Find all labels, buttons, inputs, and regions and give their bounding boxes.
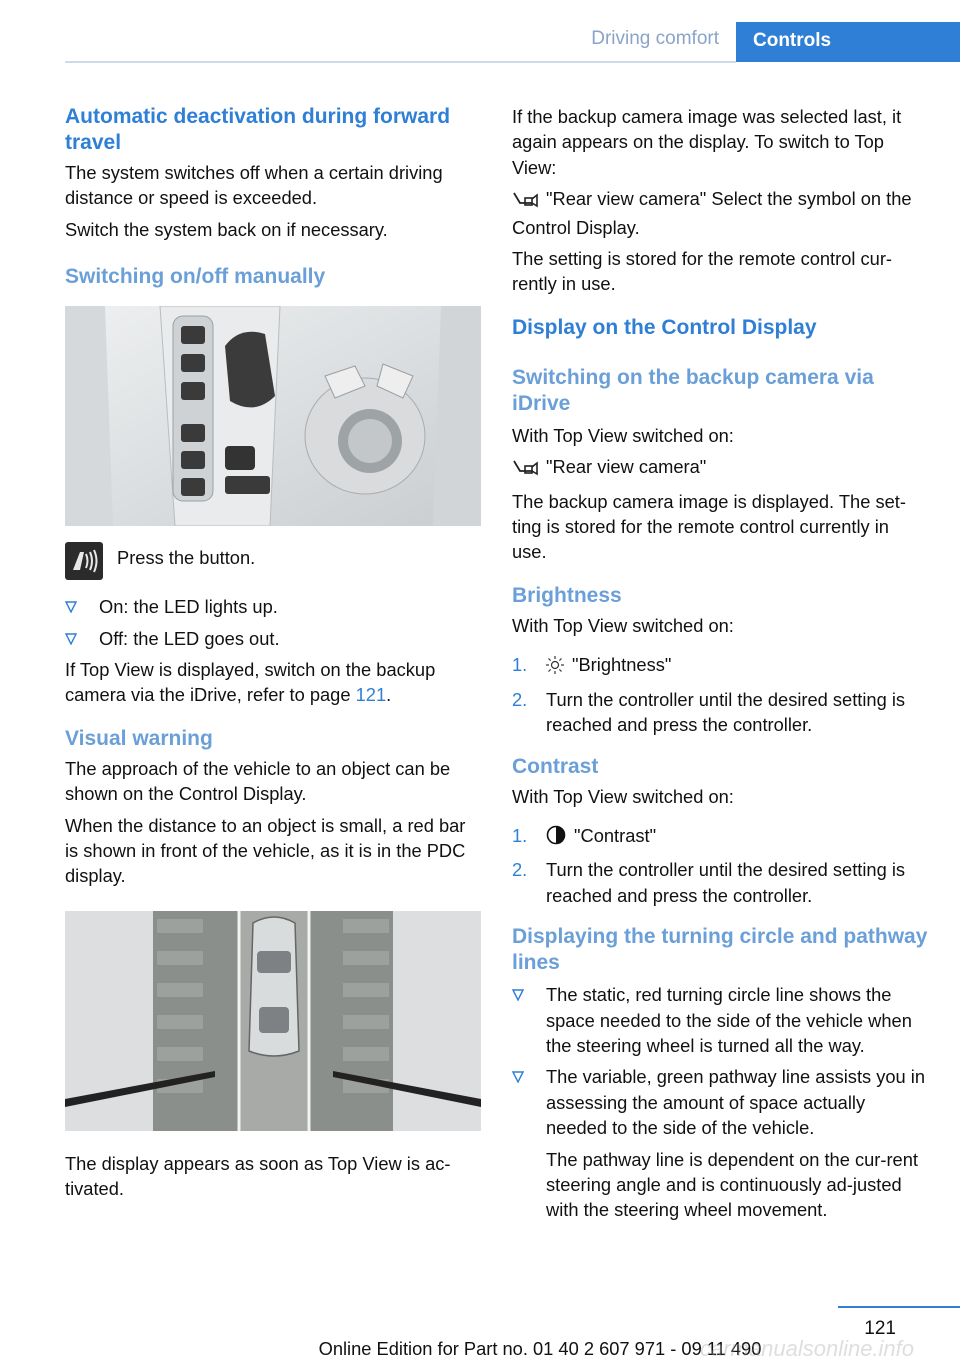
edition-line: Online Edition for Part no. 01 40 2 607 971 - 09 11 490	[318, 1338, 762, 1359]
list-item	[512, 982, 928, 1058]
list-item-text: On: the LED lights up.	[99, 596, 278, 618]
paragraph-text: If Top View is displayed, switch on the backup camera via the iDrive, refer to page	[65, 659, 436, 706]
rear-view-camera-icon	[512, 189, 538, 214]
triangle-bullet-icon	[65, 594, 99, 619]
list-item-text: The static, red turning circle line shows the space needed to the side of the vehicle when the steering wheel is turned all the way.	[546, 984, 912, 1056]
heading-turning-circle: Displaying the turning circle and pathway lines	[512, 925, 928, 975]
paragraph: The setting is stored for the remote control cur‐rently in use.	[512, 248, 893, 295]
list-item	[512, 652, 928, 680]
watermark: carmanualsonline.info	[700, 1336, 915, 1361]
step-number: 2.	[512, 688, 528, 710]
heading-contrast: Contrast	[512, 754, 599, 778]
led-bullet-list	[65, 594, 481, 651]
paragraph-topview	[65, 657, 481, 708]
paragraph: The approach of the vehicle to an object can be shown on the Control Display.	[65, 757, 451, 805]
contrast-steps	[512, 823, 928, 908]
turning-bullet-list	[512, 982, 928, 1140]
list-item	[512, 823, 928, 851]
paragraph-rearcam	[512, 454, 928, 482]
list-item	[512, 1064, 928, 1140]
paragraph-text: "Rear view camera" Select the symbol on the Control Display.	[512, 188, 912, 238]
list-item	[65, 626, 481, 651]
top-view-image	[65, 911, 481, 1131]
heading-switch-idrive: Switching on the backup camera via iDrive	[512, 365, 874, 415]
brightness-icon	[546, 655, 564, 680]
paragraph: The display appears as soon as Top View is ac‐tivated.	[65, 1152, 451, 1200]
footer-rule	[838, 1306, 960, 1308]
left-column	[65, 104, 481, 1208]
right-column	[512, 104, 928, 1229]
heading-switching-manually: Switching on/off manually	[65, 265, 326, 289]
paragraph: Switch the system back on if necessary.	[65, 218, 388, 240]
paragraph: If the backup camera image was selected last, it again appears on the display. To switch to Top View:	[512, 106, 902, 178]
rear-view-camera-icon	[512, 457, 538, 482]
paragraph-rearcam-select	[512, 186, 928, 240]
step-text: Turn the controller until the desired setting is reached and press the controller.	[546, 688, 906, 736]
paragraph-text: "Rear view camera"	[546, 456, 707, 478]
triangle-bullet-icon	[512, 982, 546, 1058]
contrast-icon	[546, 825, 566, 851]
header-chapter-tab[interactable]: Controls	[736, 22, 960, 62]
page-number: 121	[864, 1318, 896, 1339]
header-section-tab[interactable]: Driving comfort	[591, 28, 719, 49]
step-number: 1.	[512, 654, 528, 676]
list-item	[65, 594, 481, 619]
paragraph: With Top View switched on:	[512, 424, 734, 446]
heading-automatic-deactivation: Automatic deactivation during forward travel	[65, 105, 451, 154]
list-item	[512, 857, 928, 908]
page-link[interactable]: 121	[355, 684, 387, 706]
step-text: "Brightness"	[572, 654, 672, 676]
paragraph: When the distance to an object is small, a red bar is shown in front of the vehicle, as it is in the PDC display.	[65, 814, 466, 887]
console-photo	[65, 306, 481, 526]
triangle-bullet-icon	[512, 1064, 546, 1140]
list-item	[512, 687, 928, 738]
header-rule	[65, 61, 736, 63]
paragraph: With Top View switched on:	[512, 614, 734, 636]
paragraph: The backup camera image is displayed. The set‐ting is stored for the remote control currently in use.	[512, 490, 906, 563]
press-button-row	[65, 542, 481, 580]
page-header	[0, 0, 960, 62]
step-text: Turn the controller until the desired setting is reached and press the controller.	[546, 859, 906, 906]
pdc-button-icon	[65, 542, 103, 580]
list-item-text: The variable, green pathway line assists you in assessing the amount of space actually needed to the side of the vehicle.	[546, 1066, 926, 1139]
heading-visual-warning: Visual warning	[65, 726, 213, 750]
step-number: 2.	[512, 859, 528, 881]
paragraph: With Top View switched on:	[512, 785, 734, 807]
heading-brightness: Brightness	[512, 583, 622, 607]
heading-display-control: Display on the Control Display	[512, 315, 817, 339]
triangle-bullet-icon	[65, 626, 99, 651]
paragraph: The system switches off when a certain driving distance or speed is exceeded.	[65, 162, 443, 209]
paragraph-text: .	[386, 684, 392, 706]
brightness-steps	[512, 652, 928, 737]
list-item-text: Off: the LED goes out.	[99, 627, 280, 649]
step-number: 1.	[512, 824, 528, 846]
press-button-text: Press the button.	[117, 547, 256, 569]
step-text: "Contrast"	[574, 824, 657, 846]
paragraph-pathway: The pathway line is dependent on the cur‐rent steering angle and is continuously ad‐justed with the steering wheel movement.	[546, 1148, 918, 1221]
